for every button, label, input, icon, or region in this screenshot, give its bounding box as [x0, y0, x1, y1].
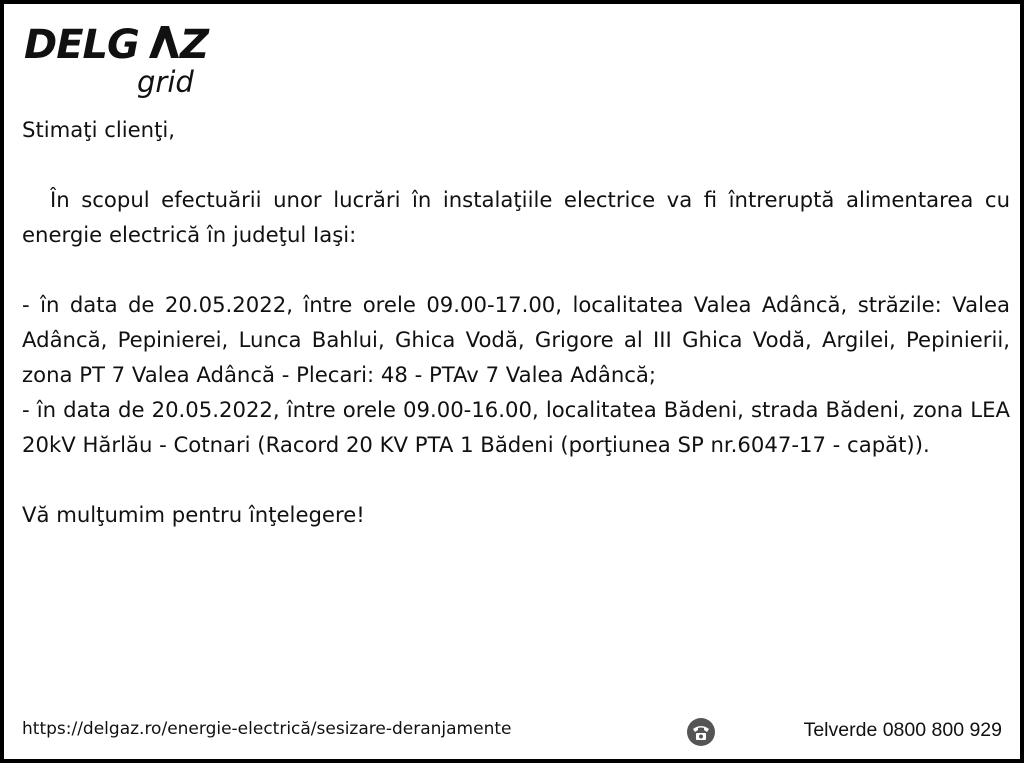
delgaz-grid-logo: [24, 18, 224, 98]
report-url[interactable]: https://delgaz.ro/energie-electrică/sesizare-deranjamente: [22, 719, 512, 739]
thanks-line: Vă mulţumim pentru înţelegere!: [22, 502, 365, 527]
svg-text:DELG: DELG: [24, 22, 139, 68]
outage-item-2: - în data de 20.05.2022, între orele 09.00-16.00, localitatea Bădeni, strada Bădeni, zona LEA 20kV Hărlău - Cotnari (Racord 20 KV PTA 1 Bădeni (porţiunea SP nr.6047-17 - capăt)).: [22, 397, 1010, 457]
greeting: Stimaţi clienţi,: [22, 117, 176, 142]
footer: [22, 717, 1002, 747]
notice-body: [22, 112, 1010, 532]
intro-paragraph: În scopul efectuării unor lucrări în instalaţiile electrice va fi întreruptă alimentarea cu energie electrică în judeţul Iaşi:: [22, 187, 1010, 247]
logo-sub-text: grid: [137, 65, 194, 98]
outage-item-1: - în data de 20.05.2022, între orele 09.00-17.00, localitatea Valea Adâncă, străzile: Valea Adâncă, Pepinierei, Lunca Bahlui, Ghica Vodă, Grigore al III Ghica Vodă, Argilei, Pepinierii, zona PT 7 Valea Adâncă - Plecari: 48 - PTAv 7 Valea Adâncă;: [22, 292, 1010, 387]
svg-text:Z: Z: [180, 22, 210, 68]
toll-free-phone[interactable]: Telverde 0800 800 929: [803, 719, 1002, 741]
telephone-icon: [686, 717, 716, 747]
